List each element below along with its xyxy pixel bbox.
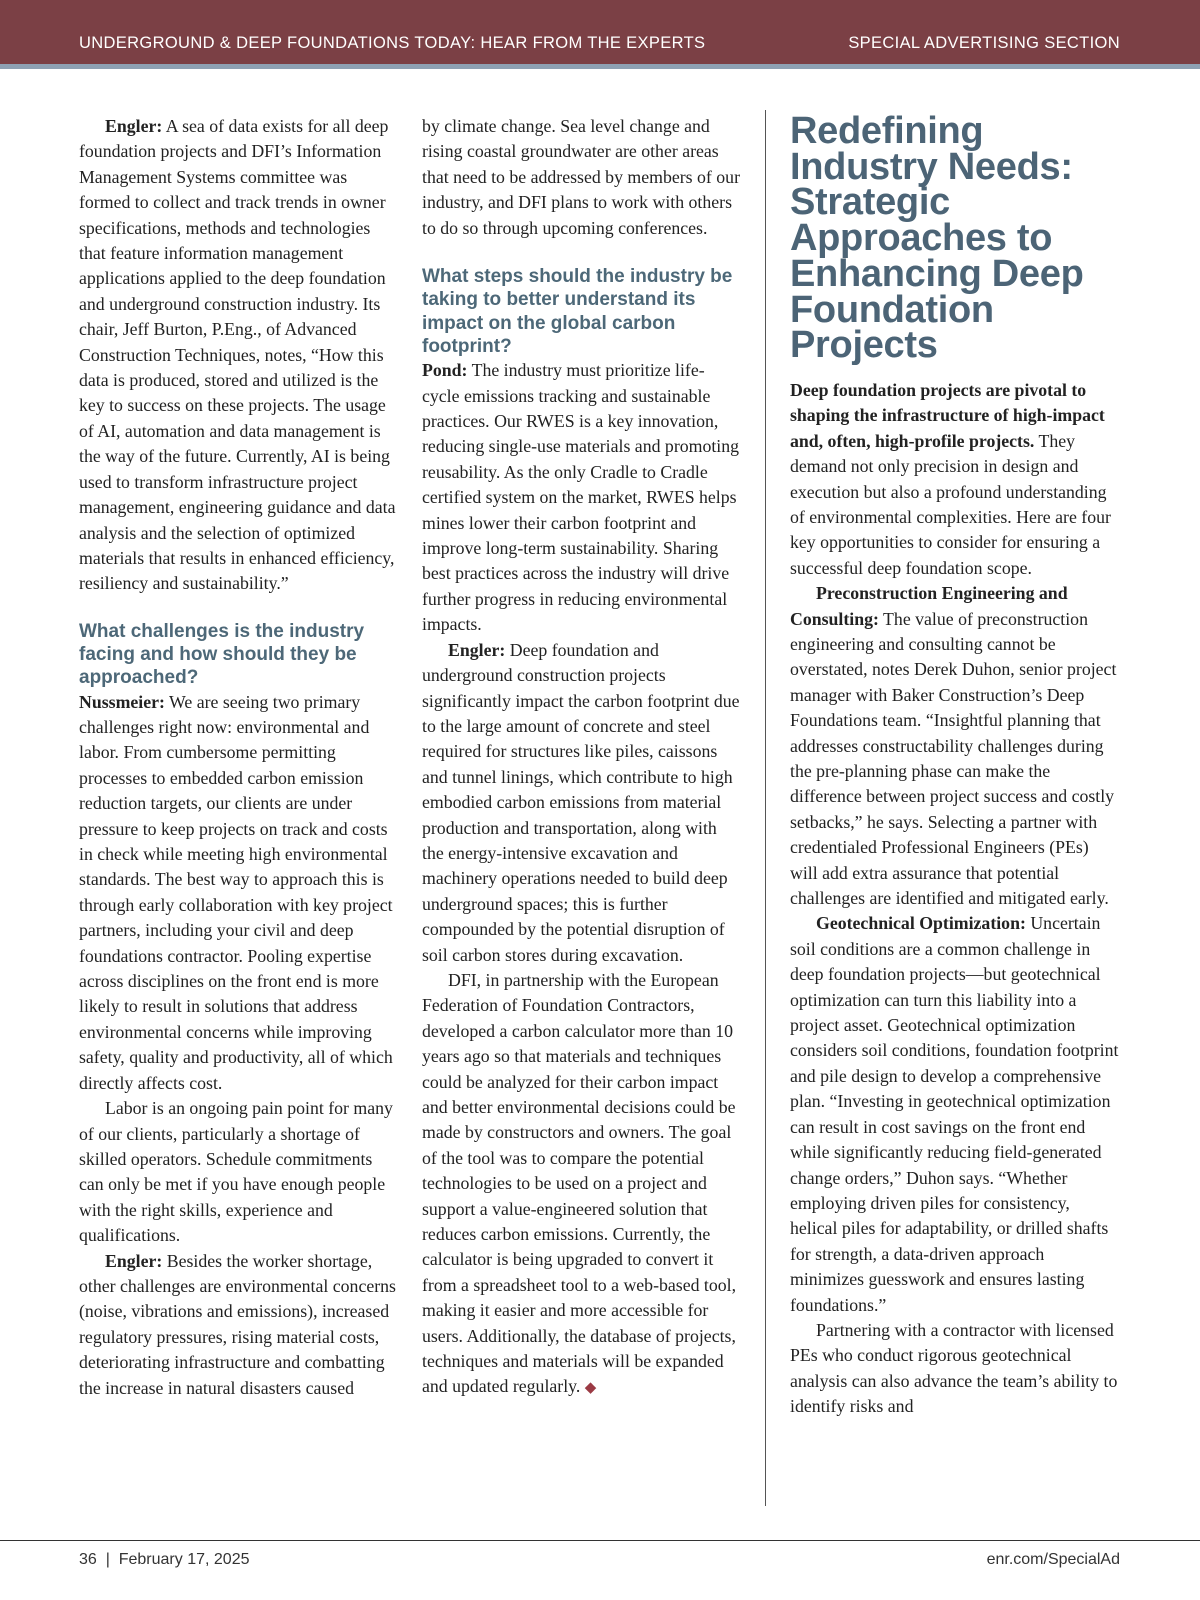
sidebar-title: Redefining Industry Needs: Strategic Approaches to Enhancing Deep Foundation Projects: [790, 110, 1084, 367]
paragraph: [422, 968, 742, 1402]
question-heading: What steps should the industry be taking to better understand its impact on the global carbon footprint?: [422, 266, 733, 357]
header-rule: [0, 64, 1200, 69]
paragraph: Partnering with a contractor with licensed PEs who conduct rigorous geotechnical analysis can also advance the team’s ability to identify risks and: [790, 1319, 1118, 1417]
paragraph: [79, 690, 397, 1097]
paragraph-text: The industry must prioritize life-cycle emissions tracking and sustainable practices. Our RWES is a key innovation, reducing single-use materials and promoting reusability. As the only Cradle to Cradle certified system on the market, RWES helps mines lower their carbon footprint and improve long-term sustainability. Sharing best practices across the industry will drive further progress in reducing environmental impacts.: [422, 360, 740, 635]
speaker-name: Engler:: [105, 116, 163, 136]
speaker-name: Pond:: [422, 360, 468, 381]
intro-bold: Deep foundation projects are pivotal to shaping the infrastructure of high-impact and, often, high-profile projects.: [790, 379, 1105, 451]
paragraph: by climate change. Sea level change and rising coastal groundwater are other areas that need to be addressed by members of our industry, and DFI plans to work with others to do so through upcoming conferences.: [422, 116, 740, 238]
footer-rule: [0, 1540, 1200, 1541]
paragraph: [422, 358, 742, 637]
paragraph-text: A sea of data exists for all deep foundation projects and DFI’s Information Management Systems committee was formed to collect and track trends in owner specifications, methods and technologies that feature information management applications applied to the deep foundation and underground construction industry. Its chair, Jeff Burton, P.Eng., of Advanced Construction Techniques, notes, “How this data is produced, stored and utilized is the key to success on these projects. The usage of AI, automation and data management is the way of the future. Currently, AI is being used to transform infrastructure project management, engineering guidance and data analysis and the selection of optimized materials that results in enhanced efficiency, resiliency and sustainability.”: [79, 116, 396, 594]
page-number-date: 36 | February 17, 2025: [79, 1551, 250, 1568]
column-2: [422, 114, 742, 1402]
end-mark-icon: ◆: [584, 1380, 597, 1397]
paragraph: [790, 378, 1120, 581]
question-heading: What challenges is the industry facing and how should they be approached?: [79, 620, 365, 689]
paragraph: [79, 1249, 397, 1401]
paragraph: [790, 581, 1120, 911]
speaker-name: Nussmeier:: [79, 691, 165, 712]
paragraph: [422, 638, 742, 968]
paragraph-text: DFI, in partnership with the European Federation of Foundation Contractors, developed a carbon calculator more than 10 years ago so that materials and techniques could be analyzed for their carbon impact and better environmental decisions could be made by constructors and owners. The goal of the tool was to compare the potential technologies to be used on a project and support a value-engineered solution that reduces carbon emissions. Currently, the calculator is being upgraded to convert it from a spreadsheet tool to a web-based tool, making it easier and more accessible for users. Additionally, the database of projects, techniques and materials will be expanded and updated regularly.: [422, 969, 737, 1397]
paragraph-text: We are seeing two primary challenges right now: environmental and labor. From cumbersome permitting processes to embedded carbon emission reduction targets, our clients are under pressure to keep projects on track and costs in check while meeting high environmental standards. The best way to approach this is through early collaboration with key project partners, including your civil and deep foundations contractor. Pooling expertise across disciplines on the front end is more likely to result in solutions that address environmental concerns while improving safety, quality and productivity, all of which directly affects cost.: [79, 691, 393, 1093]
section-header-bar: [0, 0, 1200, 64]
column-divider: [765, 110, 766, 1506]
paragraph-text: The value of preconstruction engineering and consulting cannot be overstated, notes Derek Duhon, senior project manager with Baker Construction’s Deep Foundations team. “Insightful planning that addresses constructability challenges during the pre-planning phase can make the difference between project success and costly setbacks,” he says. Selecting a partner with credentialed Professional Engineers (PEs) will add extra assurance that potential challenges are identified and mitigated early.: [790, 608, 1117, 909]
speaker-name: Engler:: [105, 1250, 163, 1271]
paragraph: Labor is an ongoing pain point for many of our clients, particularly a shortage of skilled operators. Schedule commitments can only be met if you have enough people with the right skills, experience and qualifications.: [79, 1098, 393, 1246]
paragraph-text: Deep foundation and underground construction projects significantly impact the carbon footprint due to the large amount of concrete and steel required for structures like piles, caissons and tunnel linings, which contribute to high embodied carbon emissions from material production and transportation, along with the energy-intensive excavation and machinery operations needed to build deep underground spaces; this is further compounded by the potential disruption of soil carbon stores during excavation.: [422, 639, 740, 965]
paragraph-text: Uncertain soil conditions are a common challenge in deep foundation projects—but geotechnical optimization can turn this liability into a project asset. Geotechnical optimization considers soil conditions, foundation footprint and pile design to develop a comprehensive plan. “Investing in geotechnical optimization can result in cost savings on the front end while significantly reducing field-generated change orders,” Duhon says. “Whether employing driven piles for consistency, helical piles for adaptability, or drilled shafts for strength, a data-driven approach minimizes guesswork and ensures lasting foundations.”: [790, 913, 1119, 1315]
subhead: Preconstruction Engineering and Consulting:: [790, 583, 1068, 629]
paragraph-text: They demand not only precision in design and execution but also a profound understanding of environmental complexities. Here are four key opportunities to consider for ensuring a successful deep foundation scope.: [790, 430, 1111, 578]
subhead: Geotechnical Optimization:: [816, 913, 1026, 934]
column-3: [790, 110, 1120, 1420]
paragraph: [790, 911, 1120, 1318]
paragraph-text: Besides the worker shortage, other challenges are environmental concerns (noise, vibrations and emissions), increased regulatory pressures, rising material costs, deteriorating infrastructure and combatting the increase in natural disasters caused: [79, 1250, 396, 1398]
speaker-name: Engler:: [448, 639, 506, 660]
advertising-label: SPECIAL ADVERTISING SECTION: [848, 34, 1120, 52]
paragraph: [79, 114, 397, 597]
column-1: [79, 114, 397, 1401]
footer-url[interactable]: enr.com/SpecialAd: [986, 1551, 1120, 1568]
section-title: UNDERGROUND & DEEP FOUNDATIONS TODAY: HEAR FROM THE EXPERTS: [79, 34, 706, 52]
